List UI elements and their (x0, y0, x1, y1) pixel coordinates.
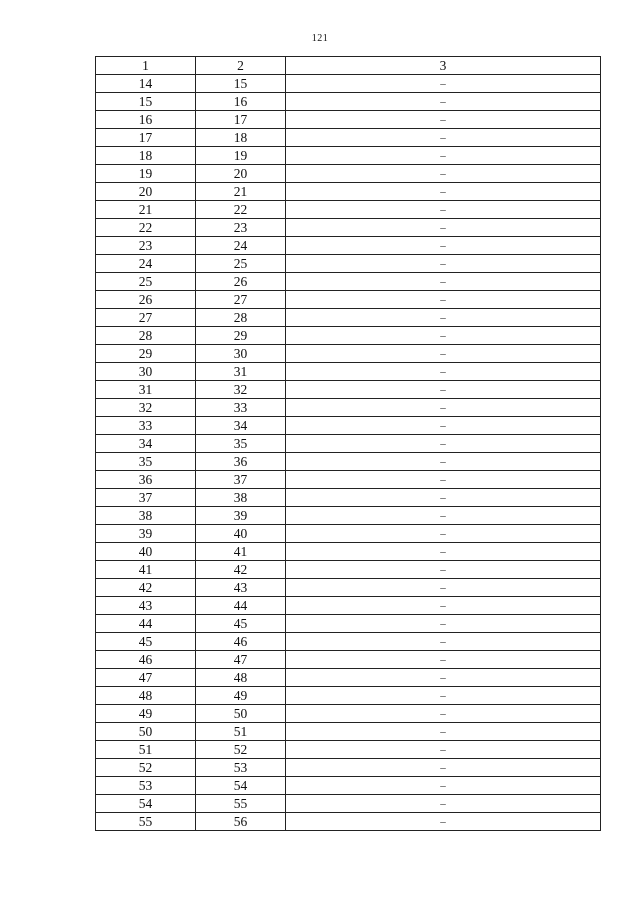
table-cell-col1: 53 (96, 777, 196, 795)
table-row (96, 273, 601, 291)
table-cell-col2: 19 (196, 147, 286, 165)
table-cell-col2: 32 (196, 381, 286, 399)
table-cell-col3: – (286, 651, 601, 669)
table-row (96, 183, 601, 201)
table-cell-col2: 46 (196, 633, 286, 651)
table-cell-col1: 30 (96, 363, 196, 381)
table-cell-col2: 24 (196, 237, 286, 255)
table-cell-col2: 47 (196, 651, 286, 669)
table-cell-col3: – (286, 165, 601, 183)
table-cell-col3: – (286, 489, 601, 507)
table-cell-col1: 37 (96, 489, 196, 507)
table-cell-col1: 49 (96, 705, 196, 723)
table-row (96, 741, 601, 759)
table-cell-col2: 21 (196, 183, 286, 201)
table-cell-col1: 46 (96, 651, 196, 669)
table-cell-col3: – (286, 579, 601, 597)
table-cell-col1: 41 (96, 561, 196, 579)
table-cell-col2: 52 (196, 741, 286, 759)
table-row (96, 507, 601, 525)
table-cell-col3: – (286, 291, 601, 309)
table-cell-col1: 34 (96, 435, 196, 453)
table-cell-col3: – (286, 129, 601, 147)
table-row (96, 687, 601, 705)
table-cell-col3: – (286, 525, 601, 543)
table-cell-col2: 49 (196, 687, 286, 705)
table-cell-col1: 29 (96, 345, 196, 363)
table-cell-col3: – (286, 597, 601, 615)
table-cell-col1: 54 (96, 795, 196, 813)
table-cell-col3: – (286, 561, 601, 579)
table-cell-col1: 33 (96, 417, 196, 435)
table-cell-col1: 23 (96, 237, 196, 255)
header-row (96, 57, 601, 75)
table-cell-col1: 48 (96, 687, 196, 705)
table-cell-col3: – (286, 147, 601, 165)
table-cell-col2: 36 (196, 453, 286, 471)
table-row (96, 579, 601, 597)
table-row (96, 777, 601, 795)
table-cell-col1: 27 (96, 309, 196, 327)
table-cell-col3: – (286, 381, 601, 399)
table-cell-col3: – (286, 669, 601, 687)
table-row (96, 129, 601, 147)
table-row (96, 669, 601, 687)
table-cell-col3: – (286, 777, 601, 795)
table-cell-col2: 30 (196, 345, 286, 363)
table-cell-col2: 44 (196, 597, 286, 615)
table-row (96, 327, 601, 345)
table-cell-col3: – (286, 201, 601, 219)
table-row (96, 561, 601, 579)
table-row (96, 597, 601, 615)
table-cell-col1: 26 (96, 291, 196, 309)
table-cell-col3: – (286, 219, 601, 237)
table-cell-col2: 53 (196, 759, 286, 777)
table-cell-col3: – (286, 471, 601, 489)
table-cell-col3: – (286, 183, 601, 201)
table-cell-col3: – (286, 345, 601, 363)
table-cell-col3: – (286, 795, 601, 813)
table-row (96, 471, 601, 489)
column-header-2: 2 (196, 57, 286, 75)
table-cell-col3: – (286, 741, 601, 759)
table-cell-col1: 14 (96, 75, 196, 93)
table-cell-col2: 26 (196, 273, 286, 291)
table-row (96, 543, 601, 561)
table-row (96, 75, 601, 93)
table-cell-col2: 45 (196, 615, 286, 633)
table-row (96, 165, 601, 183)
data-table (95, 56, 601, 831)
table-row (96, 399, 601, 417)
table-cell-col2: 22 (196, 201, 286, 219)
table-cell-col2: 31 (196, 363, 286, 381)
table-cell-col3: – (286, 705, 601, 723)
table-cell-col3: – (286, 399, 601, 417)
table-row (96, 417, 601, 435)
table-cell-col1: 36 (96, 471, 196, 489)
table-cell-col2: 33 (196, 399, 286, 417)
table-cell-col1: 39 (96, 525, 196, 543)
column-header-1: 1 (96, 57, 196, 75)
table-row (96, 255, 601, 273)
table-row (96, 759, 601, 777)
table-cell-col2: 16 (196, 93, 286, 111)
table-header (96, 57, 601, 75)
table-cell-col3: – (286, 75, 601, 93)
table-row (96, 381, 601, 399)
table-body (96, 75, 601, 831)
table-cell-col2: 17 (196, 111, 286, 129)
table-cell-col2: 27 (196, 291, 286, 309)
table-cell-col2: 54 (196, 777, 286, 795)
table-cell-col3: – (286, 255, 601, 273)
table-cell-col1: 55 (96, 813, 196, 831)
table-cell-col1: 28 (96, 327, 196, 345)
table-cell-col1: 18 (96, 147, 196, 165)
table-cell-col3: – (286, 273, 601, 291)
table-cell-col3: – (286, 435, 601, 453)
table-cell-col3: – (286, 237, 601, 255)
table-cell-col1: 47 (96, 669, 196, 687)
table-row (96, 813, 601, 831)
table-cell-col2: 51 (196, 723, 286, 741)
table-cell-col1: 32 (96, 399, 196, 417)
table-row (96, 489, 601, 507)
table-cell-col3: – (286, 111, 601, 129)
table-cell-col2: 55 (196, 795, 286, 813)
table-row (96, 453, 601, 471)
table-cell-col1: 24 (96, 255, 196, 273)
table-cell-col2: 18 (196, 129, 286, 147)
table-cell-col2: 40 (196, 525, 286, 543)
table-row (96, 651, 601, 669)
table-cell-col2: 15 (196, 75, 286, 93)
table-cell-col1: 31 (96, 381, 196, 399)
table-cell-col2: 28 (196, 309, 286, 327)
table-row (96, 201, 601, 219)
table-cell-col1: 21 (96, 201, 196, 219)
table-cell-col3: – (286, 417, 601, 435)
table-cell-col3: – (286, 453, 601, 471)
table-cell-col3: – (286, 507, 601, 525)
table-cell-col2: 29 (196, 327, 286, 345)
table-row (96, 435, 601, 453)
table-row (96, 147, 601, 165)
table-cell-col1: 42 (96, 579, 196, 597)
table-row (96, 363, 601, 381)
table-cell-col1: 45 (96, 633, 196, 651)
table-row (96, 795, 601, 813)
table-cell-col3: – (286, 543, 601, 561)
table-cell-col2: 43 (196, 579, 286, 597)
table-row (96, 93, 601, 111)
table-cell-col2: 39 (196, 507, 286, 525)
table-cell-col2: 50 (196, 705, 286, 723)
table-cell-col2: 20 (196, 165, 286, 183)
table-row (96, 525, 601, 543)
table-cell-col3: – (286, 687, 601, 705)
table-cell-col2: 38 (196, 489, 286, 507)
table-cell-col1: 20 (96, 183, 196, 201)
table-cell-col2: 23 (196, 219, 286, 237)
table-cell-col2: 41 (196, 543, 286, 561)
table-cell-col3: – (286, 759, 601, 777)
table-cell-col2: 34 (196, 417, 286, 435)
table-cell-col1: 51 (96, 741, 196, 759)
table-cell-col1: 40 (96, 543, 196, 561)
table-row (96, 309, 601, 327)
table-cell-col1: 50 (96, 723, 196, 741)
table-cell-col1: 43 (96, 597, 196, 615)
table-row (96, 219, 601, 237)
table-cell-col3: – (286, 615, 601, 633)
table-row (96, 111, 601, 129)
table-cell-col1: 35 (96, 453, 196, 471)
table-cell-col2: 25 (196, 255, 286, 273)
table-cell-col3: – (286, 93, 601, 111)
table-cell-col2: 48 (196, 669, 286, 687)
table-cell-col3: – (286, 309, 601, 327)
table-cell-col2: 56 (196, 813, 286, 831)
table-cell-col1: 25 (96, 273, 196, 291)
page-number: 121 (311, 33, 329, 44)
table-row (96, 705, 601, 723)
column-header-3: 3 (286, 57, 601, 75)
table-cell-col3: – (286, 633, 601, 651)
table-row (96, 291, 601, 309)
table-row (96, 237, 601, 255)
table-cell-col2: 35 (196, 435, 286, 453)
table-row (96, 723, 601, 741)
table-row (96, 345, 601, 363)
table-cell-col1: 15 (96, 93, 196, 111)
table-cell-col1: 38 (96, 507, 196, 525)
table-cell-col1: 52 (96, 759, 196, 777)
table-cell-col3: – (286, 723, 601, 741)
table-cell-col3: – (286, 363, 601, 381)
table-cell-col1: 44 (96, 615, 196, 633)
table-cell-col1: 22 (96, 219, 196, 237)
table-cell-col2: 37 (196, 471, 286, 489)
table-cell-col1: 19 (96, 165, 196, 183)
table-cell-col1: 16 (96, 111, 196, 129)
table-row (96, 633, 601, 651)
table-cell-col1: 17 (96, 129, 196, 147)
table-cell-col2: 42 (196, 561, 286, 579)
table-row (96, 615, 601, 633)
table-cell-col3: – (286, 813, 601, 831)
table-cell-col3: – (286, 327, 601, 345)
